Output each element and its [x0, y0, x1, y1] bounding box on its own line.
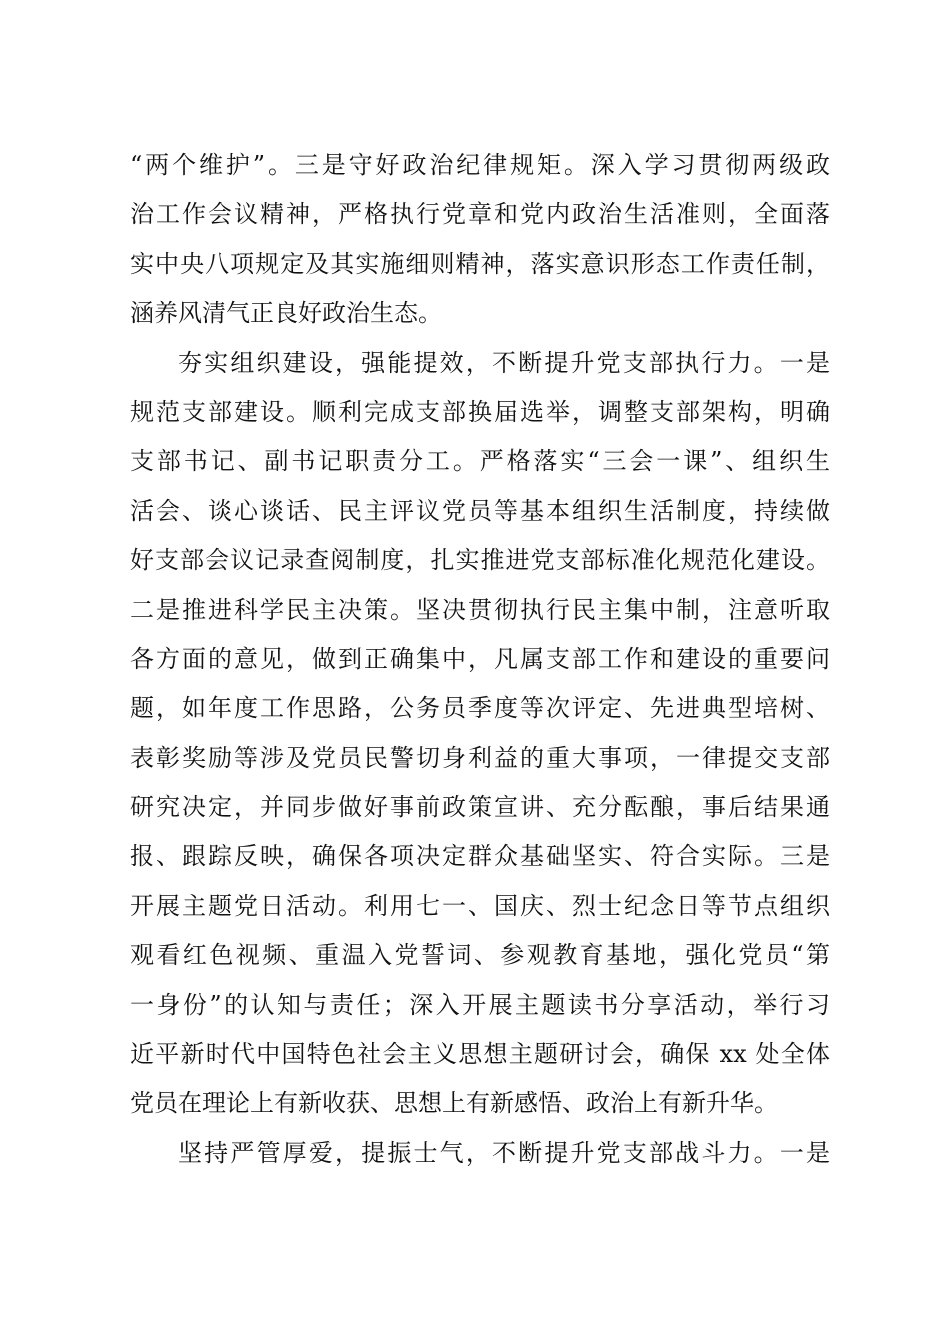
document-body: [130, 141, 830, 1178]
text-line: 夯实组织建设，强能提效，不断提升党支部执行力。一是: [178, 348, 830, 377]
text-line: 题，如年度工作思路，公务员季度等次评定、先进典型培树、: [130, 694, 830, 723]
text-line: 表彰奖励等涉及党员民警切身利益的重大事项，一律提交支部: [130, 743, 830, 772]
text-line: 规范支部建设。顺利完成支部换届选举，调整支部架构，明确: [130, 397, 830, 426]
text-line: 近平新时代中国特色社会主义思想主题研讨会，确保 xx 处全体: [130, 1040, 830, 1069]
text-line: 涵养风清气正良好政治生态。: [130, 299, 442, 328]
text-line: 活会、谈心谈话、民主评议党员等基本组织生活制度，持续做: [130, 496, 830, 525]
text-line: 党员在理论上有新收获、思想上有新感悟、政治上有新升华。: [130, 1089, 778, 1118]
text-line: 好支部会议记录查阅制度，扎实推进党支部标准化规范化建设。: [130, 546, 830, 575]
text-line: 坚持严管厚爱，提振士气，不断提升党支部战斗力。一是: [178, 1138, 830, 1167]
text-line: “两个维护”。三是守好政治纪律规矩。深入学习贯彻两级政: [130, 151, 830, 179]
text-line: 研究决定，并同步做好事前政策宣讲、充分酝酿，事后结果通: [130, 793, 830, 822]
text-line: 二是推进科学民主决策。坚决贯彻执行民主集中制，注意听取: [130, 595, 830, 624]
text-line: 各方面的意见，做到正确集中，凡属支部工作和建设的重要问: [130, 644, 830, 673]
text-line: 一身份”的认知与责任；深入开展主题读书分享活动，举行习: [130, 990, 830, 1019]
text-line: 实中央八项规定及其实施细则精神，落实意识形态工作责任制，: [130, 249, 830, 278]
text-line: 支部书记、副书记职责分工。严格落实“三会一课”、组织生: [130, 447, 830, 476]
text-line: 观看红色视频、重温入党誓词、参观教育基地，强化党员“第: [130, 941, 830, 970]
text-line: 报、跟踪反映，确保各项决定群众基础坚实、符合实际。三是: [130, 842, 830, 871]
text-line: 开展主题党日活动。利用七一、国庆、烈士纪念日等节点组织: [130, 891, 830, 920]
text-line: 治工作会议精神，严格执行党章和党内政治生活准则，全面落: [130, 200, 830, 229]
